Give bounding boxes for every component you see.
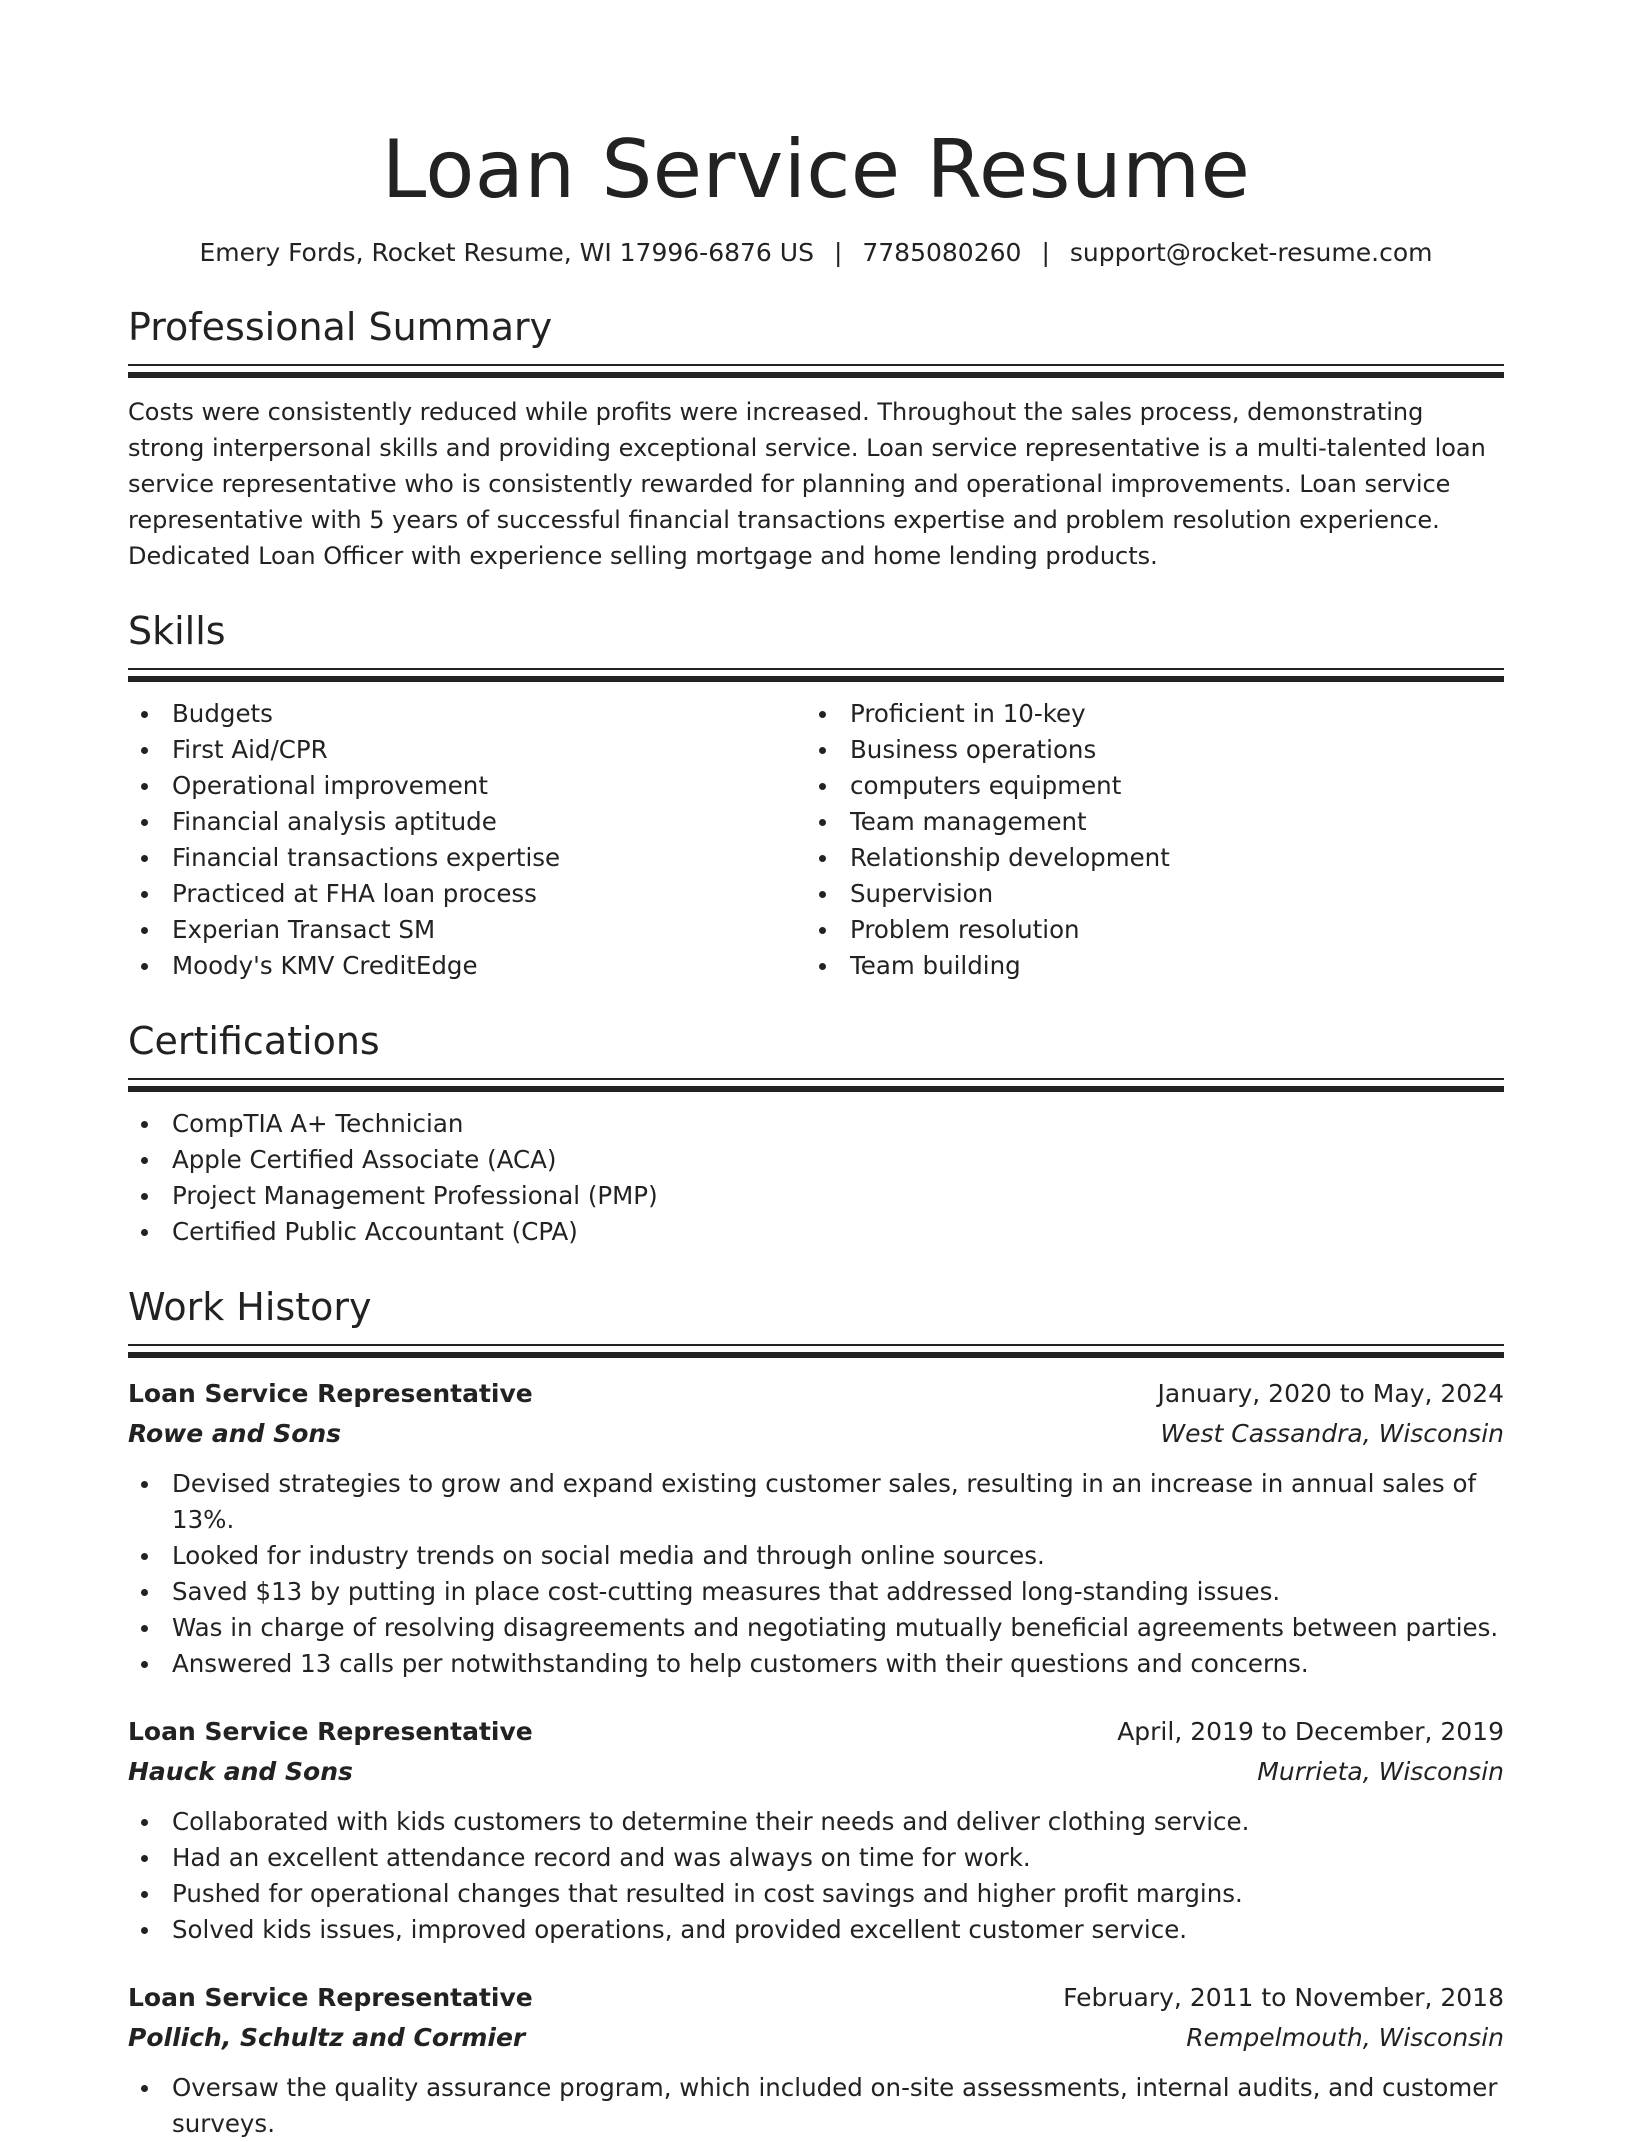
- job-location: Murrieta, Wisconsin: [1257, 1757, 1504, 1786]
- section-rule-thin: [128, 1344, 1504, 1346]
- job-header-row: [128, 1712, 1504, 1752]
- skills-columns: [128, 696, 1504, 984]
- section-rule-thin: [128, 668, 1504, 670]
- job-bullet: Collaborated with kids customers to determine their needs and deliver clothing service.: [128, 1804, 1504, 1840]
- certifications-list: [128, 1106, 1504, 1250]
- job-company: Rowe and Sons: [128, 1419, 342, 1448]
- job-company: Pollich, Schultz and Cormier: [128, 2023, 526, 2052]
- job-entry: [128, 1978, 1504, 2142]
- skills-heading: Skills: [128, 609, 226, 653]
- skill-item: Practiced at FHA loan process: [128, 876, 806, 912]
- skill-item: Moody's KMV CreditEdge: [128, 948, 806, 984]
- job-company-row: [128, 2018, 1504, 2058]
- job-location: Rempelmouth, Wisconsin: [1186, 2023, 1504, 2052]
- skills-section: [128, 608, 1504, 984]
- contact-separator: |: [1041, 238, 1050, 267]
- skill-item: Budgets: [128, 696, 806, 732]
- job-bullet: Had an excellent attendance record and was always on time for work.: [128, 1840, 1504, 1876]
- job-dates: January, 2020 to May, 2024: [1157, 1379, 1504, 1408]
- skills-list-right: [806, 696, 1484, 984]
- job-bullet: Devised strategies to grow and expand existing customer sales, resulting in an increase in annual sales of 13%.: [128, 1466, 1504, 1538]
- contact-address: Emery Fords, Rocket Resume, WI 17996-6876 US: [199, 238, 814, 267]
- job-company: Hauck and Sons: [128, 1757, 353, 1786]
- section-rule-thick: [128, 1086, 1504, 1092]
- job-company-row: [128, 1752, 1504, 1792]
- certification-item: Apple Certified Associate (ACA): [128, 1142, 1504, 1178]
- certifications-heading: Certifications: [128, 1019, 380, 1063]
- job-title: Loan Service Representative: [128, 1983, 533, 2012]
- job-location: West Cassandra, Wisconsin: [1160, 1419, 1504, 1448]
- skill-item: First Aid/CPR: [128, 732, 806, 768]
- resume-page: [128, 0, 1504, 2142]
- job-dates: February, 2011 to November, 2018: [1063, 1983, 1504, 2012]
- skill-item: Proficient in 10-key: [806, 696, 1484, 732]
- skill-item: Operational improvement: [128, 768, 806, 804]
- contact-phone: 7785080260: [862, 238, 1022, 267]
- certification-item: CompTIA A+ Technician: [128, 1106, 1504, 1142]
- section-rule-thin: [128, 364, 1504, 366]
- job-bullet: Oversaw the quality assurance program, which included on-site assessments, internal audits, and customer surveys.: [128, 2070, 1504, 2142]
- job-bullet: Saved $13 by putting in place cost-cutting measures that addressed long-standing issues.: [128, 1574, 1504, 1610]
- job-bullet-list: [128, 2070, 1504, 2142]
- skill-item: Team management: [806, 804, 1484, 840]
- skill-item: Team building: [806, 948, 1484, 984]
- skill-item: computers equipment: [806, 768, 1484, 804]
- section-rule-thick: [128, 676, 1504, 682]
- work-history-heading: Work History: [128, 1285, 372, 1329]
- skill-item: Financial transactions expertise: [128, 840, 806, 876]
- job-company-row: [128, 1414, 1504, 1454]
- job-entry: [128, 1374, 1504, 1682]
- job-header-row: [128, 1374, 1504, 1414]
- certification-item: Project Management Professional (PMP): [128, 1178, 1504, 1214]
- skills-list-left: [128, 696, 806, 984]
- skill-item: Business operations: [806, 732, 1484, 768]
- section-rule-thick: [128, 1352, 1504, 1358]
- job-bullet-list: [128, 1466, 1504, 1682]
- summary-text: Costs were consistently reduced while profits were increased. Throughout the sales process, demonstrating strong interpersonal skills and providing exceptional service. Loan service representative is a multi-talented loan service representative who is consistently rewarded for planning and operational improvements. Loan service representative with 5 years of successful financial transactions expertise and problem resolution experience. Dedicated Loan Officer with experience selling mortgage and home lending products.: [128, 398, 1486, 570]
- certification-item: Certified Public Accountant (CPA): [128, 1214, 1504, 1250]
- resume-title: Loan Service Resume: [381, 123, 1251, 216]
- job-bullet: Was in charge of resolving disagreements and negotiating mutually beneficial agreements between parties.: [128, 1610, 1504, 1646]
- certifications-section: [128, 1018, 1504, 1250]
- job-title: Loan Service Representative: [128, 1379, 533, 1408]
- job-bullet: Answered 13 calls per notwithstanding to help customers with their questions and concerns.: [128, 1646, 1504, 1682]
- job-header-row: [128, 1978, 1504, 2018]
- section-rule-thick: [128, 372, 1504, 378]
- job-entry: [128, 1712, 1504, 1948]
- job-bullet: Solved kids issues, improved operations, and provided excellent customer service.: [128, 1912, 1504, 1948]
- skill-item: Experian Transact SM: [128, 912, 806, 948]
- contact-email: support@rocket-resume.com: [1069, 238, 1433, 267]
- skill-item: Problem resolution: [806, 912, 1484, 948]
- job-bullet: Looked for industry trends on social media and through online sources.: [128, 1538, 1504, 1574]
- job-title: Loan Service Representative: [128, 1717, 533, 1746]
- job-bullet-list: [128, 1804, 1504, 1948]
- skill-item: Financial analysis aptitude: [128, 804, 806, 840]
- contact-line: [128, 236, 1504, 270]
- summary-section: [128, 304, 1504, 574]
- summary-heading: Professional Summary: [128, 305, 553, 349]
- section-rule-thin: [128, 1078, 1504, 1080]
- skill-item: Supervision: [806, 876, 1484, 912]
- work-history-section: [128, 1284, 1504, 2142]
- skill-item: Relationship development: [806, 840, 1484, 876]
- job-dates: April, 2019 to December, 2019: [1117, 1717, 1504, 1746]
- contact-separator: |: [833, 238, 843, 267]
- job-bullet: Pushed for operational changes that resulted in cost savings and higher profit margins.: [128, 1876, 1504, 1912]
